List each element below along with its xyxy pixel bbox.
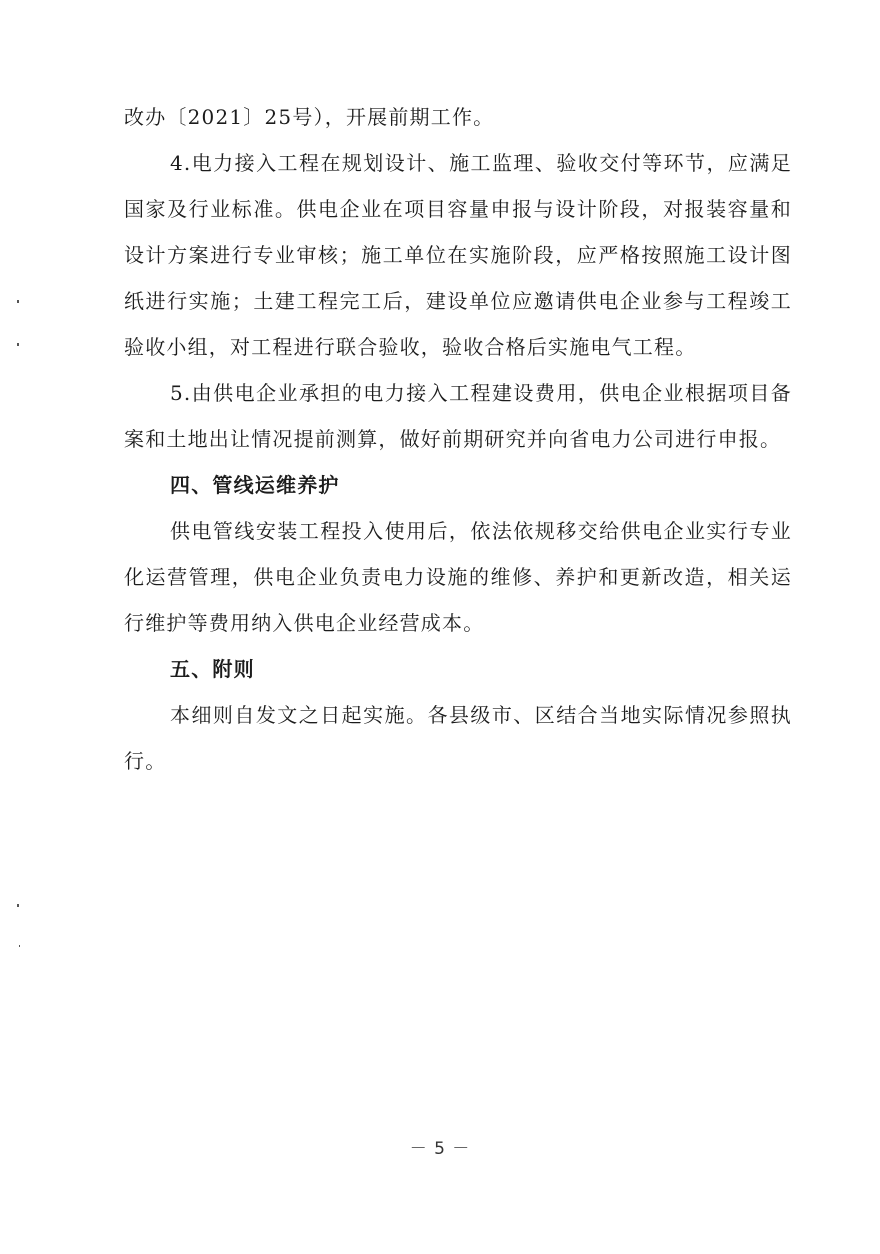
document-body [124, 94, 792, 784]
paragraph-continuation: 改办〔2021〕25号），开展前期工作。 [124, 105, 495, 129]
section-heading-supplementary: 五、附则 [170, 657, 255, 681]
paragraph-item-5: 5.由供电企业承担的电力接入工程建设费用，供电企业根据项目备案和土地出让情况提前测算，做好前期研究并向省电力公司进行申报。 [124, 381, 792, 451]
scan-mark [17, 343, 19, 346]
section-heading-maintenance: 四、管线运维养护 [170, 473, 340, 497]
scan-mark [17, 904, 19, 907]
scan-mark [19, 945, 20, 947]
paragraph-item-4: 4.电力接入工程在规划设计、施工监理、验收交付等环节，应满足国家及行业标准。供电企业在项目容量申报与设计阶段，对报装容量和设计方案进行专业审核；施工单位在实施阶段，应严格按照施工设计图纸进行实施；土建工程完工后，建设单位应邀请供电企业参与工程竣工验收小组，对工程进行联合验收，验收合格后实施电气工程。 [124, 151, 792, 359]
page-number: － 5 － [409, 1139, 471, 1159]
scan-mark [17, 300, 19, 303]
paragraph-supplementary: 本细则自发文之日起实施。各县级市、区结合当地实际情况参照执行。 [124, 703, 792, 773]
paragraph-maintenance: 供电管线安装工程投入使用后，依法依规移交给供电企业实行专业化运营管理，供电企业负责电力设施的维修、养护和更新改造，相关运行维护等费用纳入供电企业经营成本。 [124, 519, 792, 635]
